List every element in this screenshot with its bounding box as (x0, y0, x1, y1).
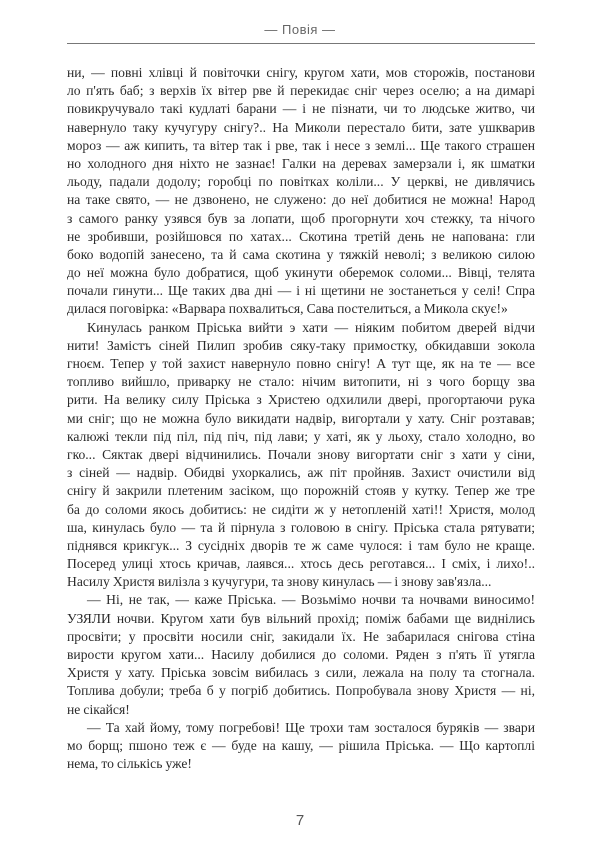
text-line: піднявся крикгук... З сусідніх дворів те ж саме чулося: і там було не краще. (67, 537, 535, 553)
text-line: мороз — аж кипить, та вітер так і рве, так і несе з землі... Ще такого страшен (67, 137, 535, 153)
text-line: гко... Сяктак двері відчинились. Почали знову вигортати сніг з хати у сіни, (67, 446, 535, 462)
text-line: нити! Замістъ сіней Пилип зробив сяку-таку примостку, обкидавши зокола (67, 337, 535, 353)
text-line: дилася поговірка: «Варвара похвалиться, Сава постелиться, а Микола скує!» (67, 301, 508, 317)
text-line: УЗЯЛИ ночви. Кругом хати був вільний прохід; поміж бабами ще виднілись (67, 610, 535, 626)
running-head-title: — Повія — (264, 22, 336, 37)
text-line: боко водопій занесено, та й сама скотина у тяжкій неволі; з великою силою (67, 246, 535, 262)
text-line: Посеред улиці хтось кричав, лаявся... хтось десь реготався... І сміх, і лихо!.. (67, 556, 535, 572)
paragraph (67, 719, 535, 774)
text-line: ни, — повні хлівці й повіточки снігу, кругом хати, мов сторожів, постанови (67, 65, 535, 80)
text-line: на таке свято, — не дзвонено, не служено: до неї добитися не можна! Народ (67, 192, 535, 208)
text-line: навернуло таку кучугуру снігу?.. На Миколи перестало бити, зате ушкварив (67, 119, 535, 135)
text-line: нема, то сількісь уже! (67, 756, 192, 772)
text-line: повикручувало такі кудлаті барани — і не пізнати, чи то людське житво, чи (67, 101, 535, 117)
text-line: гноєм. Тепер у той захист навернуло повно снігу! А тут ще, як на те — все (67, 356, 535, 371)
text-line: мо борщ; пшоно теж є — буде на кашу, — рішила Пріська. — Що картоплі (67, 737, 535, 753)
text-line: ми сніг; що не можна було викидати надвір, вигортали у хату. Сніг розтавав; (67, 410, 535, 426)
text-line: ло п'ять баб; з верхів їх вітер рве й перекидає сніг через оселю; а на димарі (67, 83, 535, 99)
page-number: 7 (295, 812, 305, 829)
text-line: калюжі текли під піл, під піч, під лави; у хаті, як у льоху, стало холодно, во (67, 428, 535, 444)
text-line: снігу й закрили плетеним засіком, що порожній стояв у кутку. Тепер же тре (67, 483, 535, 499)
text-line: не сікайся! (67, 701, 130, 717)
text-line: почали гинути... Ще таких два дні — і ні щетини не зостанеться у селі! Спра (67, 283, 535, 299)
text-line: вирости кругом хати... Насилу добилися до соломи. Ряден з п'ять її утягла (67, 647, 535, 662)
header-rule (67, 43, 535, 44)
text-line: з сіней — надвір. Обидві ухоркались, аж піт пройняв. Захист очистили від (67, 465, 535, 481)
text-line: ба до соломи якось добитись: не сидіти ж у нетопленій хаті!! Христя, молод (67, 501, 535, 517)
text-line: — Ні, не так, — каже Пріська. — Возьмімо ночви та ночвами виносимо! (87, 592, 535, 608)
text-line: ша, кинулась було — та й пірнула з головою в снігу. Пріська стала рятувати; (67, 519, 535, 535)
paragraph (67, 591, 535, 718)
text-line: рити. На велику силу Пріська з Христею одхилили двері, прогортаючи рука (67, 392, 535, 408)
text-line: Топлива добули; треба б у погріб добитись. Попробувала знову Христя — ні, (67, 683, 535, 699)
text-line: не зробивши, розійшовся по хатах... Скотина третій день не напована: гли (67, 228, 535, 244)
paragraph (67, 319, 535, 592)
paragraph (67, 64, 535, 319)
text-line: но холодного дня ніхто не зазнає! Галки на деревах замерзали і, як шматки (67, 155, 535, 171)
text-line: топливо вийшло, приварку не стало: нічим витопити, ні з чого борщу зва (67, 374, 535, 390)
text-line: з самого ранку узявся був за лопати, щоб прогорнути хоч стежку, та нічого (67, 210, 535, 226)
text-line: — Та хай йому, тому погребові! Ще трохи там зосталося буряків — звари (87, 719, 535, 735)
text-line: Кинулась ранком Пріська вийти э хати — ніяким побитом дверей відчи (87, 319, 535, 335)
text-line: Насилу Христя вилізла з кучугури, та знову кинулась — і знову зав'язла... (67, 574, 492, 590)
text-line: льоду, падали додолу; горобці по повітках коліли... У церкві, не дивлячись (67, 174, 535, 190)
body-text (67, 64, 535, 773)
text-line: просвіти; у просвіти носили сніг, закидали їх. Не забарилася снігова стіна (67, 628, 535, 644)
text-line: до неї можна було добратися, щоб укинути оберемок соломи... Вівці, телята (67, 265, 535, 281)
text-line: Христя у хату. Пріська зовсім вибилась з сили, лежала на полу та стогнала. (67, 665, 535, 681)
